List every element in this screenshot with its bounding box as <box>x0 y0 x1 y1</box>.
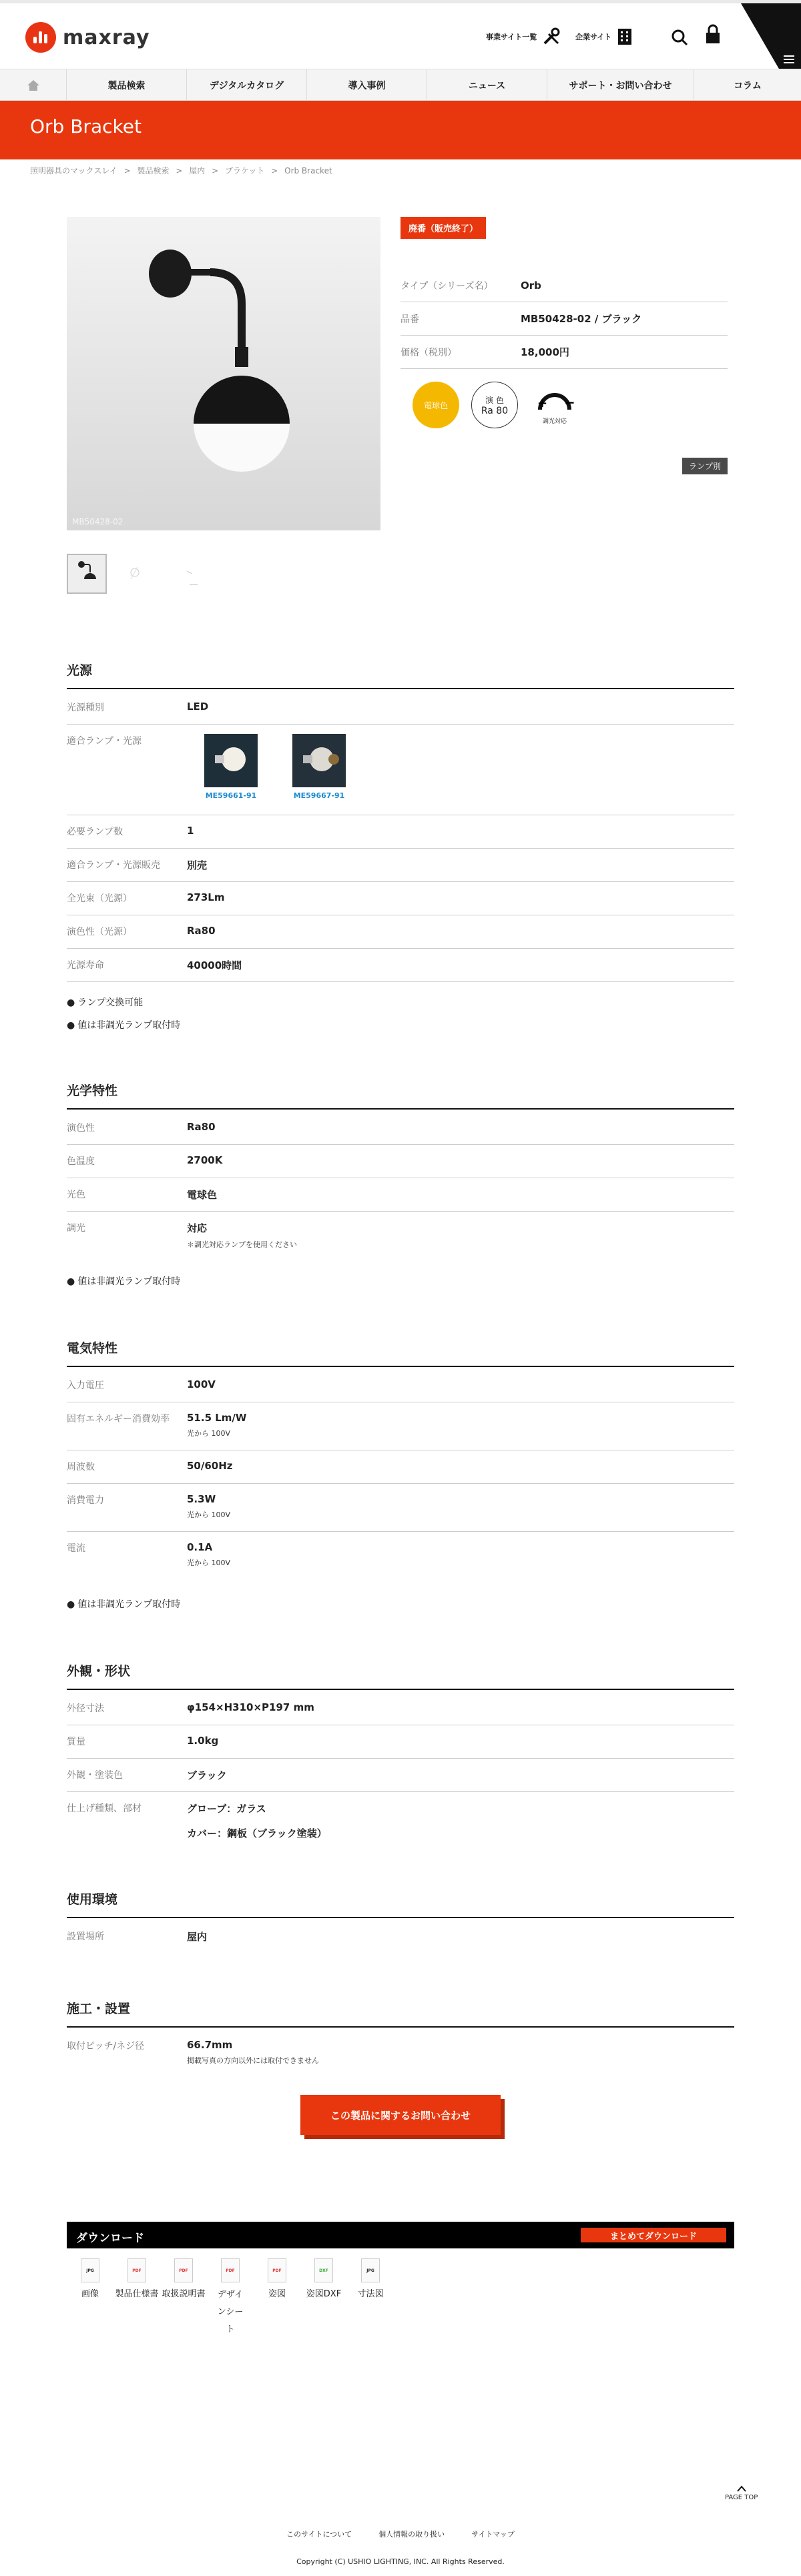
lock-icon[interactable] <box>705 23 721 45</box>
row-value: 屋内 <box>187 1931 208 1943</box>
breadcrumb-home[interactable]: 照明器具のマックスレイ <box>30 166 117 175</box>
table-row <box>67 1450 734 1484</box>
row-value <box>187 2030 319 2066</box>
search-icon[interactable] <box>671 29 688 46</box>
row-value: 1.0kg <box>187 1735 219 1747</box>
nav-case-studies[interactable]: 導入事例 <box>307 69 427 101</box>
row-value: ブラック <box>187 1769 227 1781</box>
row-label: 外観・塗装色 <box>67 1770 123 1781</box>
download-label: 姿図DXF <box>306 2289 342 2299</box>
row-value: 273Lm <box>187 891 225 903</box>
row-value: Ra80 <box>187 1121 216 1133</box>
row-value: 2700K <box>187 1154 223 1166</box>
spec-value: MB50428-02 / ブラック <box>521 313 642 325</box>
download-label: 画像 <box>81 2289 99 2299</box>
breadcrumb <box>30 165 336 176</box>
thumbnail-dimension-image <box>163 554 203 594</box>
row-label: 光源種別 <box>67 703 104 713</box>
cri-value: Ra 80 <box>481 405 509 416</box>
spec-label: 品番 <box>400 314 419 325</box>
page-top-button[interactable] <box>725 2485 758 2501</box>
home-icon <box>27 79 40 91</box>
table-row <box>67 1212 734 1260</box>
table-row <box>67 1920 734 1954</box>
note: ● 値は非調光ランプ取付時 <box>67 1274 180 1288</box>
page-title: Orb Bracket <box>30 115 142 137</box>
download-label: デザインシート <box>217 2290 244 2334</box>
note: ● ランプ交換可能 <box>67 995 143 1009</box>
note: ● 値は非調光ランプ取付時 <box>67 1597 180 1611</box>
table-row <box>67 1145 734 1178</box>
spec-value: 18,000円 <box>521 346 569 358</box>
bulb-image <box>292 734 346 787</box>
thumbnail-drawing-image <box>115 554 155 594</box>
spec-model-row <box>400 302 728 336</box>
row-label: 電流 <box>67 1543 85 1554</box>
row-label: 適合ランプ・光源 <box>67 736 142 747</box>
footer-link-sitemap[interactable]: サイトマップ <box>471 2530 515 2539</box>
breadcrumb-bracket[interactable]: ブラケット <box>225 166 265 175</box>
jpg-file-icon: JPG <box>81 2258 99 2282</box>
row-value-note: ＊調光対応ランプを使用ください <box>187 1240 297 1249</box>
breadcrumb-separator: > <box>123 166 131 175</box>
row-value <box>187 1792 327 1840</box>
download-item-dimension[interactable] <box>347 2258 394 2299</box>
nav-home[interactable] <box>0 69 67 101</box>
row-label: 取付ピッチ/ネジ径 <box>67 2041 145 2052</box>
download-item-image[interactable] <box>67 2258 113 2299</box>
row-value: Ra80 <box>187 925 216 937</box>
table-row <box>67 849 734 882</box>
svg-text:−: − <box>564 394 575 410</box>
row-label: 固有エネルギー消費効率 <box>67 1414 170 1424</box>
color-temp-badge <box>413 382 459 428</box>
table-row <box>67 1484 734 1532</box>
row-value-note: 光から 100V <box>187 1511 231 1519</box>
image-caption: MB50428-02 <box>72 517 123 526</box>
pdf-file-icon: PDF <box>174 2258 193 2282</box>
lamp-image-1[interactable] <box>204 734 258 787</box>
lamp-link-2[interactable]: ME59667-91 <box>293 791 345 800</box>
pdf-file-icon: PDF <box>221 2258 240 2282</box>
table-row <box>67 691 734 725</box>
download-label: 取扱説明書 <box>162 2289 206 2299</box>
download-label: 寸法図 <box>357 2289 384 2299</box>
table-row <box>67 1532 734 1580</box>
row-value: LED <box>187 701 209 713</box>
row-label: 光源寿命 <box>67 960 104 971</box>
download-item-manual[interactable] <box>160 2258 207 2299</box>
row-value <box>187 1484 230 1520</box>
download-label: 製品仕様書 <box>115 2289 159 2299</box>
section-heading-electrical: 電気特性 <box>67 1338 734 1367</box>
row-label: 消費電力 <box>67 1495 104 1506</box>
row-value: 別売 <box>187 859 208 871</box>
row-value: φ154×H310×P197 mm <box>187 1701 314 1713</box>
row-value <box>187 1212 297 1250</box>
row-value-note: 光から 100V <box>187 1559 231 1567</box>
row-label: 調光 <box>67 1223 85 1234</box>
table-row <box>67 815 734 849</box>
cri-badge <box>471 382 518 428</box>
download-item-figure[interactable] <box>254 2258 300 2299</box>
table-row <box>67 1402 734 1450</box>
row-label: 色温度 <box>67 1156 95 1167</box>
row-label: 外径寸法 <box>67 1703 104 1714</box>
breadcrumb-separator: > <box>212 166 219 175</box>
breadcrumb-separator: > <box>271 166 278 175</box>
row-label: 適合ランプ・光源販売 <box>67 860 160 871</box>
table-row <box>67 949 734 982</box>
table-row <box>67 1369 734 1402</box>
row-value: 電球色 <box>187 1189 218 1201</box>
row-label: 全光束（光源） <box>67 893 132 904</box>
table-row <box>67 1692 734 1725</box>
global-nav <box>0 69 801 101</box>
spec-value: Orb <box>521 279 541 292</box>
thumbnail-strip <box>67 554 203 594</box>
section-heading-optical: 光学特性 <box>67 1081 734 1110</box>
row-label: 必要ランプ数 <box>67 827 123 837</box>
jpg-file-icon: JPG <box>361 2258 380 2282</box>
nav-news[interactable]: ニュース <box>427 69 547 101</box>
row-value-note: 光から 100V <box>187 1429 231 1438</box>
bulk-download-button[interactable]: まとめてダウンロード <box>581 2228 726 2242</box>
product-inquiry-button[interactable]: この製品に関するお問い合わせ <box>300 2095 501 2135</box>
dxf-file-icon: DXF <box>314 2258 333 2282</box>
download-item-spec[interactable] <box>113 2258 160 2299</box>
download-item-figure-dxf[interactable] <box>300 2258 347 2299</box>
download-heading: ダウンロード <box>76 2232 144 2245</box>
row-label: 質量 <box>67 1737 85 1747</box>
dimmable-badge <box>531 383 578 425</box>
nav-column[interactable]: コラム <box>734 81 762 91</box>
row-label: 入力電圧 <box>67 1380 104 1391</box>
chevron-up-icon <box>737 2485 746 2492</box>
copyright: Copyright (C) USHIO LIGHTING, INC. All Rights Reserved. <box>296 2557 505 2566</box>
table-row <box>67 725 734 815</box>
download-bar <box>67 2222 734 2248</box>
section-heading-light-source: 光源 <box>67 661 734 689</box>
lamp-link-1[interactable]: ME59661-91 <box>205 791 257 800</box>
business-sites-link[interactable] <box>486 27 561 46</box>
section-heading-installation: 施工・設置 <box>67 1999 734 2028</box>
row-label: 設置場所 <box>67 1931 104 1942</box>
footer-link-privacy[interactable]: 個人情報の取り扱い <box>378 2530 445 2539</box>
logo-text: maxray <box>63 25 150 49</box>
nav-product-search[interactable]: 製品検索 <box>67 69 187 101</box>
product-main-image[interactable] <box>67 217 380 530</box>
table-row <box>67 1759 734 1792</box>
thumbnail-1[interactable] <box>67 554 107 594</box>
thumbnail-3[interactable] <box>163 554 203 594</box>
pdf-file-icon: PDF <box>127 2258 146 2282</box>
thumbnail-lamp-image <box>68 555 105 592</box>
row-value: 40000時間 <box>187 959 242 971</box>
corporate-site-link[interactable] <box>575 27 633 46</box>
row-label: 演色性（光源） <box>67 927 132 937</box>
row-value-main: 51.5 Lm/W <box>187 1412 247 1424</box>
table-row <box>67 882 734 915</box>
row-value <box>187 1532 230 1568</box>
table-row <box>67 915 734 949</box>
row-value-main: 66.7mm <box>187 2039 233 2051</box>
footer-links <box>0 2529 801 2539</box>
row-value-main: 5.3W <box>187 1493 216 1505</box>
section-heading-environment: 使用環境 <box>67 1889 734 1918</box>
breadcrumb-indoor[interactable]: 屋内 <box>189 166 206 175</box>
row-value-note: 掲載写真の方向以外には取付できません <box>187 2056 319 2065</box>
row-value-main: 対応 <box>187 1222 208 1234</box>
discontinued-badge: 廃番（販売終了） <box>400 217 486 239</box>
row-value: 100V <box>187 1378 216 1390</box>
bulb-image <box>204 734 258 787</box>
spec-type-row <box>400 269 728 302</box>
download-item-design-sheet[interactable] <box>207 2258 254 2338</box>
row-value: 50/60Hz <box>187 1460 233 1472</box>
row-label: 周波数 <box>67 1462 95 1472</box>
row-label: 演色性 <box>67 1123 95 1134</box>
building-icon <box>617 27 633 46</box>
pdf-file-icon: PDF <box>268 2258 286 2282</box>
nav-support[interactable]: サポート・お問い合わせ <box>547 69 694 101</box>
download-label: 姿図 <box>268 2289 286 2299</box>
row-value <box>187 1402 246 1438</box>
row-label: 仕上げ種類、部材 <box>67 1803 142 1814</box>
page-top-label: PAGE TOP <box>725 2494 758 2501</box>
business-sites-label: 事業サイト一覧 <box>486 33 537 41</box>
hamburger-icon[interactable] <box>784 55 794 65</box>
section-heading-appearance: 外観・形状 <box>67 1661 734 1690</box>
orb-bracket-lamp-image <box>67 217 380 530</box>
table-row <box>67 1178 734 1212</box>
table-row <box>67 1792 734 1847</box>
color-temp-label: 電球色 <box>423 400 448 410</box>
title-band <box>0 101 801 159</box>
nav-digital-catalog[interactable]: デジタルカタログ <box>187 69 307 101</box>
row-value: 1 <box>187 825 194 837</box>
table-row <box>67 1725 734 1759</box>
logo-mark-icon <box>25 22 56 53</box>
site-header <box>0 0 801 69</box>
row-label: 光色 <box>67 1190 85 1200</box>
cri-label: 演 色 <box>485 395 504 405</box>
table-row <box>67 1112 734 1145</box>
spec-label: 価格（税別） <box>400 347 457 358</box>
row-value-line2: カバー：鋼板（ブラック塗装） <box>187 1827 327 1839</box>
breadcrumb-current: Orb Bracket <box>284 166 332 175</box>
spec-label: タイプ（シリーズ名） <box>400 280 493 292</box>
note: ● 値は非調光ランプ取付時 <box>67 1018 180 1031</box>
site-logo[interactable] <box>25 22 150 53</box>
breadcrumb-separator: > <box>176 166 183 175</box>
tools-icon <box>542 27 561 46</box>
spec-price-row <box>400 336 728 369</box>
footer-link-about[interactable]: このサイトについて <box>286 2530 352 2539</box>
dimmable-label: 調光対応 <box>542 418 567 425</box>
corporate-site-label: 企業サイト <box>575 33 612 41</box>
table-row <box>67 2030 734 2078</box>
thumbnail-2[interactable] <box>115 554 155 594</box>
lamp-image-2[interactable] <box>292 734 346 787</box>
breadcrumb-product-search[interactable]: 製品検索 <box>137 166 170 175</box>
lamp-separate-button[interactable]: ランプ別 <box>682 458 728 474</box>
svg-text:+: + <box>537 396 548 410</box>
row-value-line1: グローブ：ガラス <box>187 1803 266 1815</box>
row-value-main: 0.1A <box>187 1541 213 1553</box>
dimmable-icon <box>535 383 575 414</box>
